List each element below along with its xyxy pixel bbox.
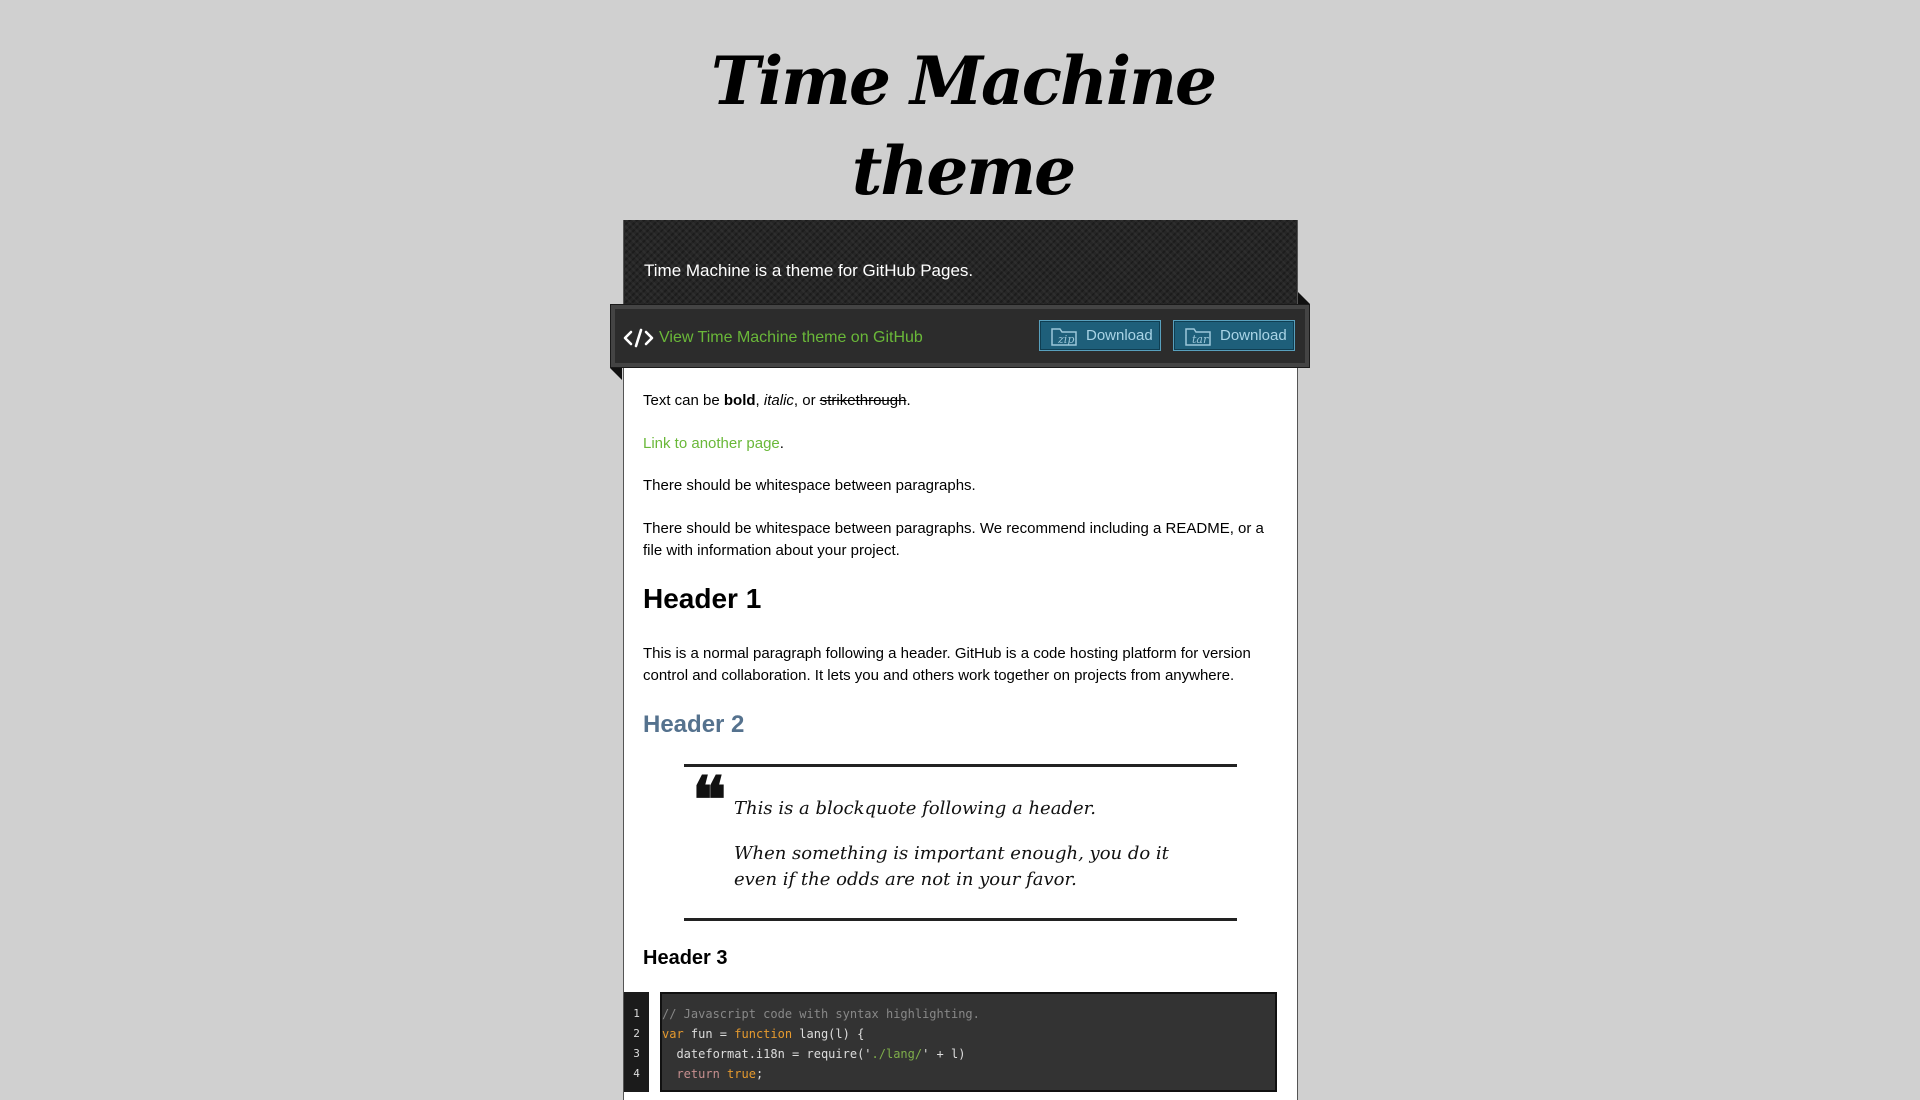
- download-tar-button[interactable]: [1173, 320, 1295, 351]
- zip-folder-icon: [1050, 325, 1080, 347]
- site-title: Time Machine theme: [710, 42, 1216, 210]
- code-text: lang(l) {: [792, 1027, 865, 1041]
- code-keyword: true: [727, 1067, 756, 1081]
- text-strikethrough: strikethrough: [819, 392, 907, 409]
- line-number: 2: [633, 1027, 640, 1040]
- svg-text:tar: tar: [1192, 332, 1209, 346]
- svg-text:zip: zip: [1058, 332, 1075, 346]
- link-paragraph: [643, 433, 784, 455]
- download-zip-button[interactable]: [1039, 320, 1161, 351]
- ribbon-fold-left: [610, 368, 622, 380]
- text-plain: Text can be: [643, 392, 724, 409]
- text-period: .: [906, 392, 911, 409]
- paragraph: There should be whitespace between paragraphs.: [643, 477, 976, 494]
- code-line: [662, 1044, 980, 1064]
- code-line: [662, 1064, 980, 1084]
- header-1: Header 1: [643, 583, 762, 614]
- code-text: ;: [755, 1067, 764, 1081]
- paragraph: This is a normal paragraph following a header. GitHub is a code hosting platform for version control and collaboration. It lets you and others work together on projects from anywhere.: [643, 645, 1251, 684]
- quote-mark-icon: ❝: [692, 763, 727, 838]
- code-keyword: var: [662, 1027, 684, 1041]
- download-tar-label: Download: [1220, 327, 1287, 344]
- code-icon: [623, 328, 655, 348]
- header-3: Header 3: [643, 947, 728, 969]
- code-line: [662, 1004, 980, 1024]
- ribbon-fold-right: [1298, 292, 1310, 304]
- text-bold: bold: [723, 392, 756, 409]
- header-banner: [624, 220, 1297, 304]
- text-italic: italic: [763, 392, 794, 409]
- code-keyword: function: [734, 1027, 793, 1041]
- blockquote: [684, 764, 1237, 921]
- code-line: [662, 1024, 980, 1044]
- code-block: [660, 992, 1277, 1092]
- another-page-link[interactable]: Link to another page: [643, 435, 780, 452]
- code-text: [662, 1067, 676, 1081]
- site-description: Time Machine is a theme for GitHub Pages.: [644, 261, 974, 280]
- code-line-numbers: [624, 992, 649, 1092]
- github-link-text: View Time Machine theme on GitHub: [659, 329, 923, 346]
- blockquote-line: When something is important enough, you do it even if the odds are not in your favor.: [734, 843, 1169, 890]
- tar-folder-icon: [1184, 325, 1214, 347]
- line-number: 3: [633, 1047, 640, 1060]
- header-2: Header 2: [643, 711, 745, 738]
- formatting-paragraph: [643, 390, 911, 412]
- code-keyword: return: [676, 1067, 720, 1081]
- text-sep: ,: [755, 392, 764, 409]
- paragraph: There should be whitespace between paragraphs. We recommend including a README, or a file with information about your project.: [643, 520, 1264, 559]
- code-text: [720, 1067, 727, 1081]
- code-comment: // Javascript code with syntax highlighting.: [662, 1007, 980, 1021]
- download-zip-label: Download: [1086, 327, 1153, 344]
- line-number: 4: [633, 1067, 640, 1080]
- text-period: .: [779, 435, 784, 452]
- github-link[interactable]: [623, 326, 923, 350]
- code-text: ' + l): [922, 1047, 966, 1061]
- code-text: dateformat.i18n = require(': [662, 1047, 872, 1061]
- text-sep: , or: [793, 392, 820, 409]
- blockquote-line: This is a blockquote following a header.: [734, 798, 1096, 819]
- line-number: 1: [633, 1007, 640, 1020]
- code-text: fun =: [683, 1027, 735, 1041]
- code-string: ./lang/: [871, 1047, 923, 1061]
